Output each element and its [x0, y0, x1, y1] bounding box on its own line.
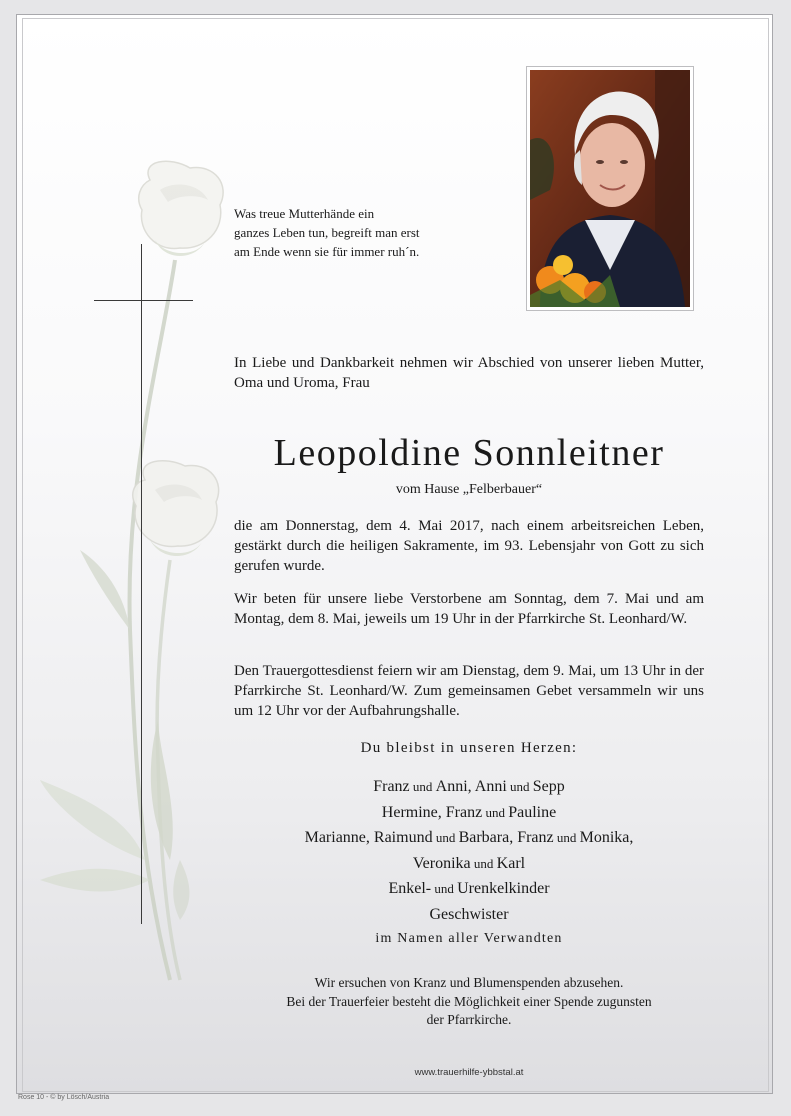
- mourners-line: Franz und Anni, Anni und Sepp: [373, 778, 565, 795]
- mourners-line: Enkel- und Urenkelkinder: [388, 880, 550, 897]
- prayer-paragraph: Wir beten für unsere liebe Verstorbene am Sonntag, dem 7. Mai und am Montag, dem 8. Mai, jeweils um 19 Uhr in der Pfarrkirche St. Leonhard/W.: [234, 591, 704, 627]
- memorial-quote: [234, 204, 454, 261]
- behalf-line: im Namen aller Verwandten: [375, 931, 563, 946]
- quote-line: am Ende wenn sie für immer ruh´n.: [234, 244, 420, 259]
- rose-illustration: [30, 160, 230, 990]
- donation-note: [234, 974, 704, 1030]
- portrait-photo: [526, 66, 694, 311]
- death-paragraph: die am Donnerstag, dem 4. Mai 2017, nach einem arbeitsreichen Leben, gestärkt durch die heiligen Sakramente, im 93. Lebensjahr von Gott zu sich gerufen wurde.: [234, 518, 704, 574]
- quote-line: Was treue Mutterhände ein: [234, 206, 375, 221]
- deceased-name: Leopoldine Sonnleitner: [273, 432, 665, 474]
- cross-icon-bar: [94, 300, 193, 301]
- mourners-line: Hermine, Franz und Pauline: [381, 803, 557, 821]
- mourners-line: Geschwister: [429, 905, 509, 923]
- remembrance-line: Du bleibst in unseren Herzen:: [360, 740, 578, 756]
- note-line: Wir ersuchen von Kranz und Blumenspenden abzusehen.: [314, 975, 624, 990]
- mourners-list: [234, 774, 704, 927]
- note-line: Bei der Trauerfeier besteht die Möglichkeit einer Spende zugunsten: [286, 993, 652, 1009]
- mourners-line: Marianne, Raimund und Barbara, Franz und Monika,: [304, 829, 634, 846]
- quote-line: ganzes Leben tun, begreift man erst: [234, 225, 420, 240]
- website-link[interactable]: www.trauerhilfe-ybbstal.at: [414, 1067, 524, 1078]
- deceased-origin: vom Hause „Felberbauer“: [395, 482, 543, 497]
- service-paragraph: Den Trauergottesdienst feiern wir am Dienstag, dem 9. Mai, um 13 Uhr in der Pfarrkirche St. Leonhard/W. Zum gemeinsamen Gebet versammeln wir uns um 12 Uhr vor der Aufbahrungshalle.: [234, 663, 704, 719]
- mourners-line: Veronika und Karl: [412, 854, 526, 872]
- note-line: der Pfarrkirche.: [426, 1012, 512, 1027]
- cross-icon: [141, 244, 142, 924]
- design-credit: Rose 10 - © by Lösch/Austria: [18, 1094, 110, 1101]
- intro-text: In Liebe und Dankbarkeit nehmen wir Abschied von unserer lieben Mutter, Oma und Uroma, Frau: [234, 355, 704, 391]
